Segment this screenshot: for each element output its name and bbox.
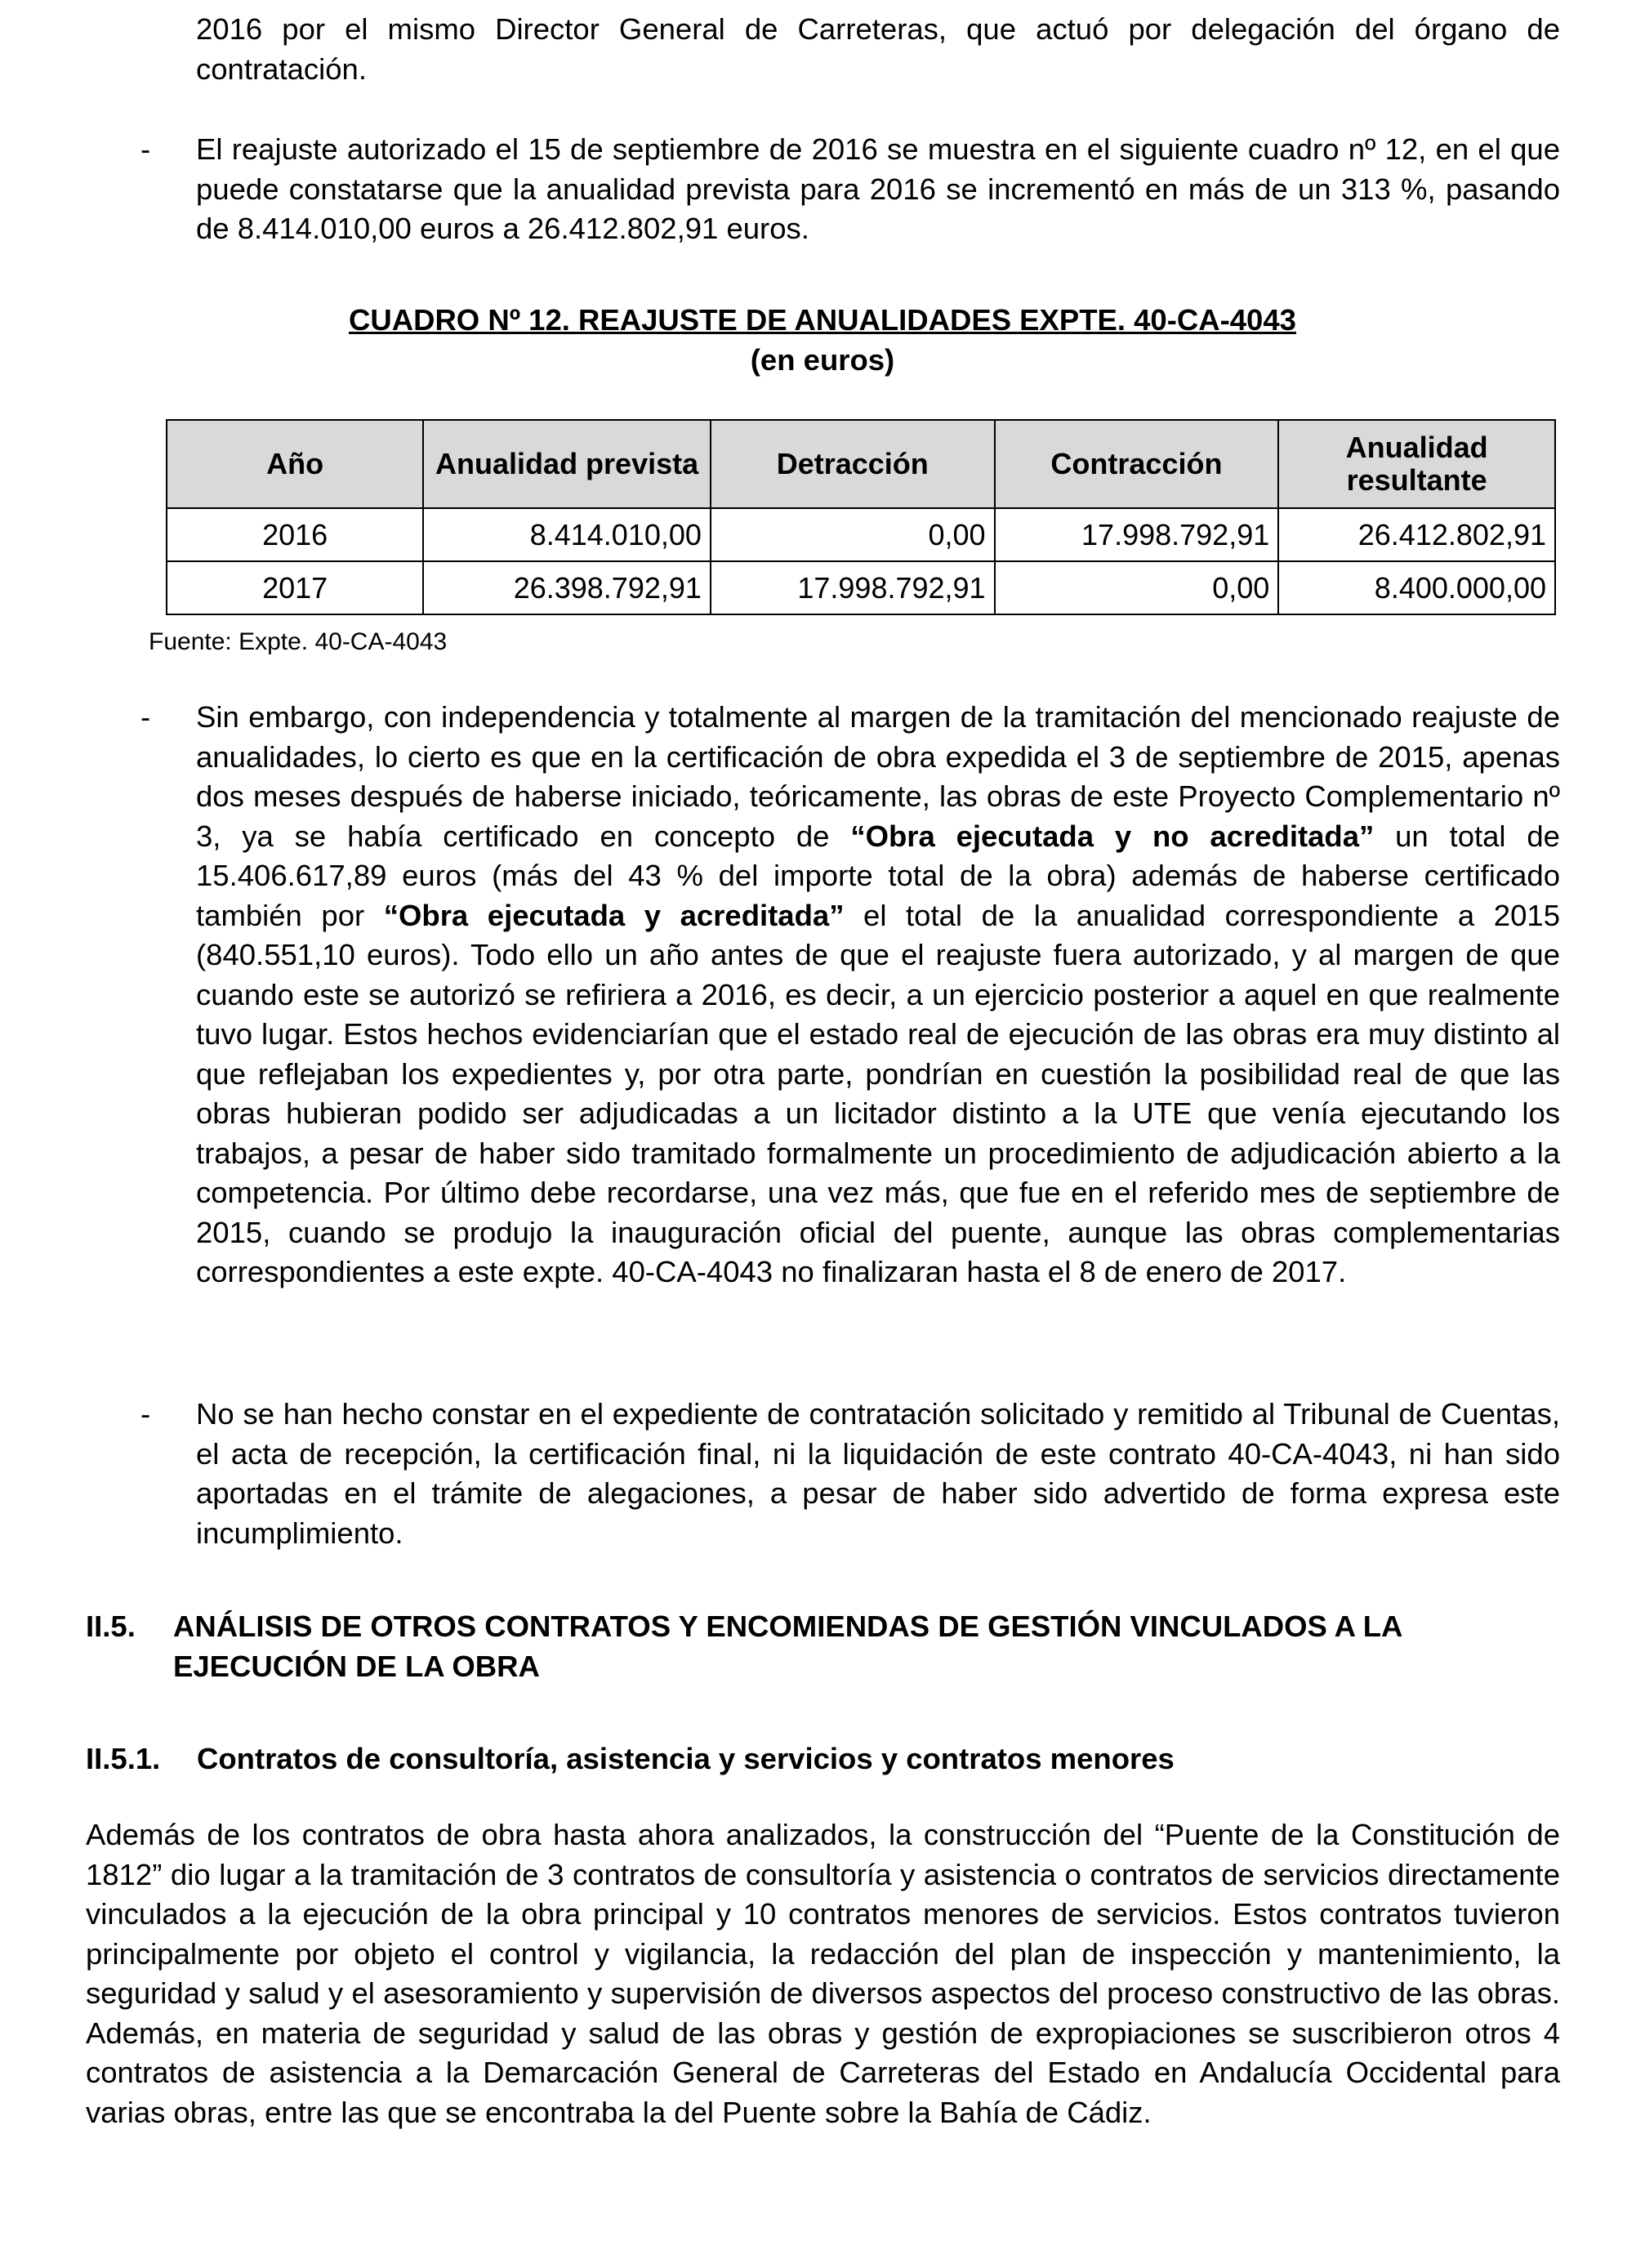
bullet-text: El reajuste autorizado el 15 de septiembre de 2016 se muestra en el siguiente cuadro nº 12, en el que puede constatarse que la anualidad prevista para 2016 se incrementó en más de un 313 %, pasando de 8.414.010,00 euros a 26.412.802,91 euros. <box>196 132 1560 245</box>
table-cell: 26.412.802,91 <box>1278 508 1555 561</box>
bullet-text-part: Sin embargo, con independencia y totalmente al margen de la tramitación del mencionado reajuste de anualidades, lo cierto es que en la certificación de obra expedida el 3 de septiembre de 2015, apenas dos meses después de haberse iniciado, teóricamente, las obras de este Proyecto Complementario nº 3, ya se había certificado en concepto de <box>196 700 1560 853</box>
section-title: ANÁLISIS DE OTROS CONTRATOS Y ENCOMIENDAS DE GESTIÓN VINCULADOS A LA EJECUCIÓN DE LA OBRA <box>173 1609 1402 1683</box>
table-cell: 26.398.792,91 <box>423 561 711 614</box>
table-header-cell: Contracción <box>995 420 1279 508</box>
table-header-cell: Detracción <box>711 420 995 508</box>
body-paragraph: Además de los contratos de obra hasta ahora analizados, la construcción del “Puente de la Constitución de 1812” dio lugar a la tramitación de 3 contratos de consultoría y asistencia o contratos de servicios directamente vinculados a la ejecución de la obra principal y 10 contratos menores de servicios. Estos contratos tuvieron principalmente por objeto el control y vigilancia, la redacción del plan de inspección y mantenimiento, la seguridad y salud y el asesoramiento y supervisión de diversos aspectos del proceso constructivo de las obras. Además, en materia de seguridad y salud de las obras y gestión de expropiaciones se suscribieron otros 4 contratos de asistencia a la Demarcación General de Carreteras del Estado en Andalucía Occidental para varias obras, entre las que se encontraba la del Puente sobre la Bahía de Cádiz. <box>86 1818 1560 2129</box>
bullet-dash: - <box>140 700 151 734</box>
table-title-main: CUADRO Nº 12. REAJUSTE DE ANUALIDADES EXPTE. 40-CA-4043 <box>349 303 1296 337</box>
table-header-row <box>167 420 1555 508</box>
bullet-text-emphasis: “Obra ejecutada y acreditada” <box>383 898 845 932</box>
table-title <box>0 301 1645 380</box>
table-cell: 8.414.010,00 <box>423 508 711 561</box>
bullet-text-part: un total de 15.406.617,89 euros (más del 43 % del importe total de la obra) además de haberse certificado también por <box>196 819 1560 932</box>
table-source-note: Fuente: Expte. 40-CA-4043 <box>149 628 448 655</box>
bullet-text-emphasis: “Obra ejecutada y no acreditada” <box>850 819 1375 853</box>
bullet-dash: - <box>140 1397 151 1431</box>
bullet-text-part: el total de la anualidad correspondiente a 2015 (840.551,10 euros). Todo ello un año antes de que el reajuste fuera autorizado, y al margen de que cuando este se autorizó se refiriera a 2016, es decir, a un ejercicio posterior a aquel en que realmente tuvo lugar. Estos hechos evidenciarían que el estado real de ejecución de las obras era muy distinto al que reflejaban los expedientes y, por otra parte, pondrían en cuestión la posibilidad real de que las obras hubieran podido ser adjudicadas a un licitador distinto a la UTE que venía ejecutando los trabajos, a pesar de haber sido tramitado formalmente un procedimiento de adjudicación abierto a la competencia. Por último debe recordarse, una vez más, que fue en el referido mes de septiembre de 2015, cuando se produjo la inauguración oficial del puente, aunque las obras complementarias correspondientes a este expte. 40-CA-4043 no finalizaran hasta el 8 de enero de 2017. <box>196 898 1561 1288</box>
table-header-cell: Año <box>167 420 423 508</box>
table-cell: 2016 <box>167 508 423 561</box>
table-cell: 17.998.792,91 <box>711 561 995 614</box>
table-cell: 0,00 <box>995 561 1279 614</box>
table-cell: 2017 <box>167 561 423 614</box>
section-title: Contratos de consultoría, asistencia y servicios y contratos menores <box>197 1742 1175 1775</box>
bullet-text <box>196 698 1560 1292</box>
table-cell: 0,00 <box>711 508 995 561</box>
table-row <box>167 508 1555 561</box>
bullet-dash: - <box>140 132 151 166</box>
annuities-table <box>166 419 1556 615</box>
table-header-cell: Anualidad resultante <box>1278 420 1555 508</box>
table-header-cell: Anualidad prevista <box>423 420 711 508</box>
bullet-text: No se han hecho constar en el expediente de contratación solicitado y remitido al Tribunal de Cuentas, el acta de recepción, la certificación final, ni la liquidación de este contrato 40-CA-4043, ni han sido aportadas en el trámite de alegaciones, a pesar de haber sido advertido de forma expresa este incumplimiento. <box>196 1397 1560 1550</box>
table-row <box>167 561 1555 614</box>
intro-continuation: 2016 por el mismo Director General de Carreteras, que actuó por delegación del órgano de contratación. <box>196 12 1560 86</box>
section-number: II.5. <box>86 1609 136 1643</box>
table-title-units: (en euros) <box>750 342 895 377</box>
table-cell: 8.400.000,00 <box>1278 561 1555 614</box>
section-number: II.5.1. <box>86 1742 161 1775</box>
table-cell: 17.998.792,91 <box>995 508 1279 561</box>
